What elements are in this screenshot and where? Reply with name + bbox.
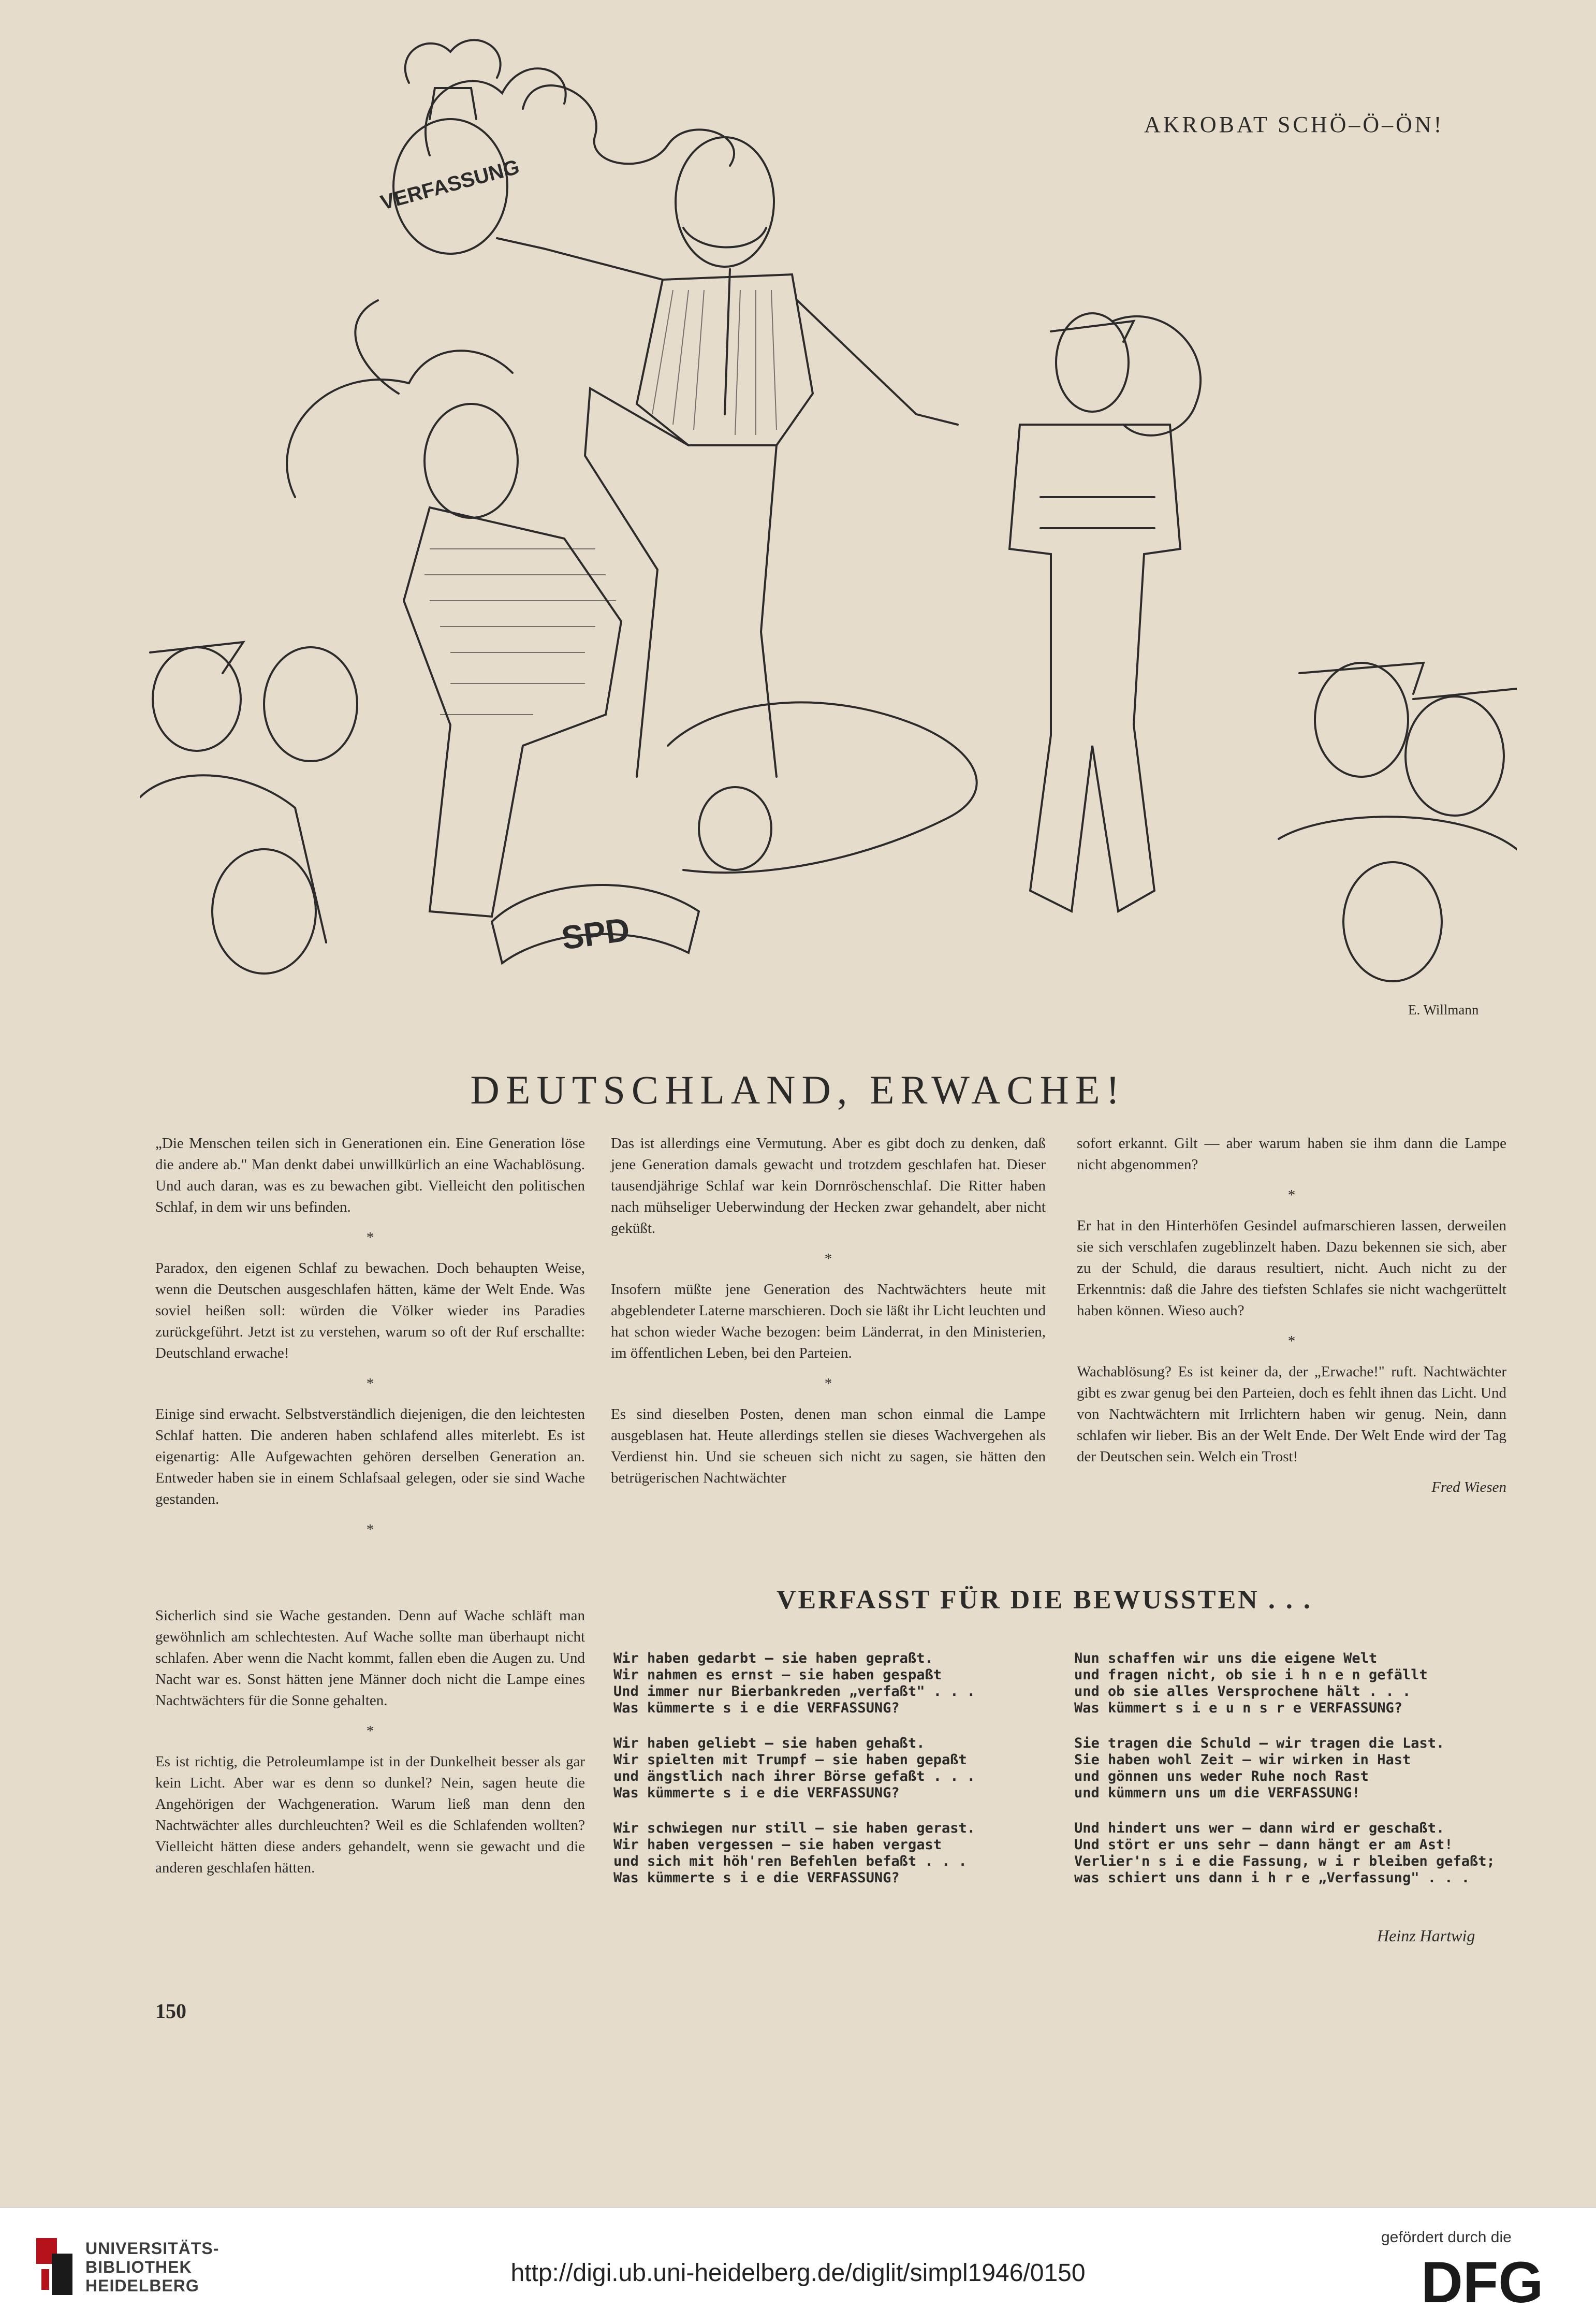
poem-stanza [613, 1820, 1043, 1886]
poem-line: Und stört er uns sehr — dann hängt er am Ast! [1074, 1837, 1453, 1853]
poem-line: Was kümmerte s i e die VERFASSUNG? [613, 1870, 900, 1886]
section-divider: * [824, 1251, 832, 1267]
poem-line: Und immer nur Bierbankreden „verfaßt" . . . [613, 1683, 975, 1700]
poem-left-column [613, 1650, 1043, 1905]
poem-stanza [613, 1650, 1043, 1717]
paragraph: Wachablösung? Es ist keiner da, der „Erwache!" ruft. Nachtwächter gibt es zwar genug bei den Parteien, doch es fehlt ihnen das Licht. Und von Nachtwächtern mit Irrlichtern haben wir genug. Nein, dann schlafen wir lieber. Bis an der Welt Ende. Der Welt Ende wird der Tag der Deutschen sein. Welch ein Trost! [1077, 1363, 1506, 1465]
poem-author: Heinz Hartwig [1377, 1926, 1475, 1945]
viewer-footer [0, 2207, 1596, 2324]
university-name-line: UNIVERSITÄTS- [85, 2239, 219, 2258]
paragraph: Einige sind erwacht. Selbstverständlich diejenigen, die den leichtesten Schlaf hatten. Die anderen haben schlafend alles miterlebt. Es ist eigenartig: Alle Aufgewachten gehören derselben Generation an. Entweder haben sie in einem Schlafsaal gelegen, oder sie sind Wache gestanden. [155, 1406, 585, 1507]
poem-stanza [1074, 1820, 1519, 1886]
poem-line: Wir schwiegen nur still — sie haben gerast. [613, 1820, 975, 1836]
section-divider: * [366, 1375, 374, 1392]
poem-line: Wir spielten mit Trumpf — sie haben gepaßt [613, 1752, 967, 1768]
poem-line: und gönnen uns weder Ruhe noch Rast [1074, 1768, 1369, 1784]
university-name-line: BIBLIOTHEK [85, 2258, 192, 2276]
poem-line: Und hindert uns wer — dann wird er geschaßt. [1074, 1820, 1445, 1836]
poem-line: Wir haben gedarbt — sie haben gepraßt. [613, 1650, 933, 1666]
section-divider: * [1287, 1333, 1296, 1349]
article-column-3 [1077, 1133, 1506, 1498]
permalink-url[interactable]: http://digi.ub.uni-heidelberg.de/diglit/simpl1946/0150 [510, 2259, 1086, 2287]
poem-line: und sich mit höh'ren Befehlen befaßt . . . [613, 1853, 967, 1869]
poem-line: und fragen nicht, ob sie i h n e n gefällt [1074, 1667, 1428, 1683]
section-divider: * [366, 1521, 374, 1538]
page-number: 150 [155, 1999, 186, 2023]
article-headline: DEUTSCHLAND, ERWACHE! [470, 1067, 1126, 1112]
cartoon-title: AKROBAT SCHÖ–Ö–ÖN! [1144, 112, 1444, 137]
university-name-line: HEIDELBERG [85, 2276, 199, 2295]
paragraph: „Die Menschen teilen sich in Generationen ein. Eine Generation löse die andere ab." Man denkt dabei unwillkürlich an eine Wachablösung. Und auch daran, was es zu bewachen gibt. Vielleicht den politischen Schlaf, in dem wir uns befinden. [155, 1135, 585, 1215]
paragraph: Das ist allerdings eine Vermutung. Aber es gibt doch zu denken, daß jene Generation damals gewacht und trotzdem geschlafen hat. Dieser tausendjährige Schlaf war kein Dornröschenschlaf. Die Ritter haben nach mühseliger Ueberwindung der Hecken zwar gehandelt, aber nicht geküßt. [611, 1135, 1046, 1237]
poem-line: und kümmern uns um die VERFASSUNG! [1074, 1785, 1360, 1801]
paragraph: Es sind dieselben Posten, denen man schon einmal die Lampe ausgeblasen hat. Heute allerdings stellen sie dieses Wachvergehen als Verdienst hin. Und sie scheuen sich nicht zu sagen, sie hätten den betrügerischen Nachtwächter [611, 1406, 1046, 1486]
dfg-logo-text: DFG [1421, 2255, 1544, 2309]
poem-stanza [613, 1735, 1043, 1802]
poem-line: Wir nahmen es ernst — sie haben gespaßt [613, 1667, 942, 1683]
poem-line: Was kümmerte s i e die VERFASSUNG? [613, 1785, 900, 1801]
artist-signature: E. Willmann [1408, 1002, 1479, 1018]
bottle-label: VERFASSUNG [378, 155, 522, 215]
poem-line: Wir haben vergessen — sie haben vergast [613, 1837, 942, 1853]
article-column-2 [611, 1133, 1046, 1498]
poem-line: Wir haben geliebt — sie haben gehaßt. [613, 1735, 925, 1751]
dfg-logo[interactable] [1421, 2255, 1576, 2309]
poem-stanza [1074, 1735, 1519, 1802]
section-divider: * [824, 1375, 832, 1392]
paragraph: Paradox, den eigenen Schlaf zu bewachen. Doch behaupten Weise, wenn die Deutschen ausgeschlafen hätten, käme der Welt Ende. Was soviel heißen soll: würden die Völker wieder ins Paradies zurückgeführt. Jetzt ist zu verstehen, warum so oft der Ruf erschallte: Deutschland erwache! [155, 1260, 585, 1361]
paragraph: Sicherlich sind sie Wache gestanden. Denn auf Wache schläft man gewöhnlich am schlechtesten. Auf Wache sollte man überhaupt nicht schlafen. Aber wenn die Nacht kommt, fallen eben die Augen zu. Und Nacht war es. Sonst hätten jene Männer doch nicht die Lampe eines Nachtwächters für die Sonne gehalten. [155, 1607, 585, 1709]
section-divider: * [366, 1723, 374, 1739]
article-author: Fred Wiesen [1431, 1479, 1506, 1495]
section-divider: * [1287, 1187, 1296, 1203]
poem-line: Was kümmert s i e u n s r e VERFASSUNG? [1074, 1700, 1402, 1716]
cartoon-illustration [140, 31, 1517, 1005]
poem-line: und ob sie alles Versprochene hält . . . [1074, 1683, 1411, 1700]
poem-title: VERFASST FÜR DIE BEWUSSTEN . . . [777, 1585, 1312, 1615]
poem-stanza [1074, 1650, 1519, 1717]
paragraph: Insofern müßte jene Generation des Nachtwächters heute mit abgeblendeter Laterne marschieren. Doch sie läßt ihr Licht leuchten und hat schon wieder Wache bezogen: beim Länderrat, in den Ministerien, im öffentlichen Leben, bei den Parteien. [611, 1281, 1046, 1361]
poem-right-column [1074, 1650, 1519, 1905]
poem-line: Sie tragen die Schuld — wir tragen die Last. [1074, 1735, 1445, 1751]
poem-line: und ängstlich nach ihrer Börse gefaßt . . . [613, 1768, 975, 1784]
section-divider: * [366, 1229, 374, 1246]
poem-line: Was kümmerte s i e die VERFASSUNG? [613, 1700, 900, 1716]
poem-line: was schiert uns dann i h r e „Verfassung" . . . [1074, 1870, 1470, 1886]
funder-label: gefördert durch die [1381, 2229, 1512, 2246]
article-column-4 [155, 1605, 585, 1888]
paragraph: sofort erkannt. Gilt — aber warum haben sie ihm dann die Lampe nicht abgenommen? [1077, 1135, 1506, 1173]
poem-line: Sie haben wohl Zeit — wir wirken in Hast [1074, 1752, 1411, 1768]
smoke-swirl [523, 85, 734, 166]
poem-line: Verlier'n s i e die Fassung, w i r bleiben gefaßt; [1074, 1853, 1495, 1869]
poem-line: Nun schaffen wir uns die eigene Welt [1074, 1650, 1378, 1666]
sign-label: SPD [559, 910, 632, 957]
paragraph: Es ist richtig, die Petroleumlampe ist in der Dunkelheit besser als gar kein Licht. Aber war es denn so dunkel? Nein, sagen heute die Angehörigen der Wachgeneration. Warum ließ man denn den Nachtwächter alles durchleuchten? Weil es die Schlafenden wollten? Vielleicht hätten diese anders gehandelt, wenn sie gewacht und die anderen geschlafen hätten. [155, 1753, 585, 1876]
article-column-1 [155, 1133, 585, 1550]
paragraph: Er hat in den Hinterhöfen Gesindel aufmarschieren lassen, derweilen sie sich verschlafen zugeblinzelt haben. Dazu bekennen sie sich, aber zu der Schuld, die daraus resultiert, nicht. Auch nicht zu der Erkenntnis: daß die Jahre des tiefsten Schlafes sie nicht wachgerüttelt haben können. Wieso auch? [1077, 1217, 1506, 1319]
